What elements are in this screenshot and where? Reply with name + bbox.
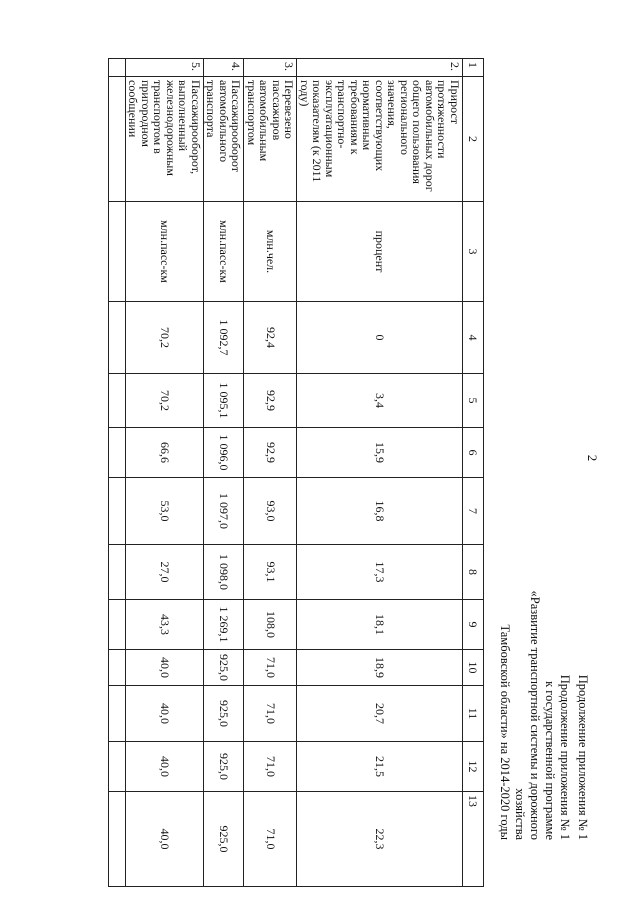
- col-number: 13: [463, 792, 484, 887]
- value-cell: 1 269,1: [204, 600, 245, 650]
- col-number: 5: [463, 374, 484, 428]
- value-cell: 18,1: [297, 600, 463, 650]
- unit-cell: млн.пасс-км: [126, 202, 204, 302]
- row-number: 3.: [244, 59, 297, 77]
- value-cell: 43,3: [126, 600, 204, 650]
- empty-row: [109, 59, 126, 887]
- value-cell: 53,0: [126, 478, 204, 545]
- value-cell: 108,0: [244, 600, 297, 650]
- header-line-1: Продолжение приложения № 1: [576, 674, 590, 840]
- value-cell: 17,3: [297, 545, 463, 600]
- value-cell: 27,0: [126, 545, 204, 600]
- row-number: 2.: [297, 59, 463, 77]
- indicator-name: Пассажирооборот автомобильного транспорта: [204, 77, 245, 202]
- col-number: 7: [463, 478, 484, 545]
- col-number: 6: [463, 428, 484, 478]
- unit-cell: млн.пасс-км: [204, 202, 245, 302]
- value-cell: 70,2: [126, 302, 204, 374]
- value-cell: 40,0: [126, 686, 204, 742]
- value-cell: 15,9: [297, 428, 463, 478]
- table-row: [297, 59, 463, 887]
- value-cell: 1 095,1: [204, 374, 245, 428]
- value-cell: 71,0: [244, 650, 297, 686]
- value-cell: 925,0: [204, 742, 245, 792]
- unit-cell: млн.чел.: [244, 202, 297, 302]
- value-cell: 93,0: [244, 478, 297, 545]
- col-number: 4: [463, 302, 484, 374]
- value-cell: 3,4: [297, 374, 463, 428]
- header-line-5: Тамбовской области» на 2014-2020 годы: [498, 624, 512, 840]
- col-number: 1: [463, 59, 484, 77]
- page-number: 2: [585, 454, 600, 462]
- value-cell: 22,3: [297, 792, 463, 887]
- indicators-table: [108, 58, 484, 887]
- value-cell: 92,9: [244, 374, 297, 428]
- value-cell: 70,2: [126, 374, 204, 428]
- header-line-2: Продолжение приложения № 1: [558, 674, 572, 840]
- table-row: [126, 59, 204, 887]
- indicator-name: Пассажирооборот, выполненный железнодорожным транспортом в пригородном сообщении: [126, 77, 204, 202]
- value-cell: 71,0: [244, 686, 297, 742]
- row-number: 5.: [126, 59, 204, 77]
- col-number: 9: [463, 600, 484, 650]
- value-cell: 925,0: [204, 792, 245, 887]
- header-line-3: к государственной программе: [543, 681, 557, 840]
- value-cell: 1 096,0: [204, 428, 245, 478]
- value-cell: 92,9: [244, 428, 297, 478]
- value-cell: 18,9: [297, 650, 463, 686]
- value-cell: 16,8: [297, 478, 463, 545]
- value-cell: 1 098,0: [204, 545, 245, 600]
- value-cell: 66,6: [126, 428, 204, 478]
- value-cell: 93,1: [244, 545, 297, 600]
- value-cell: 71,0: [244, 742, 297, 792]
- col-number: 3: [463, 202, 484, 302]
- value-cell: 40,0: [126, 742, 204, 792]
- value-cell: 71,0: [244, 792, 297, 887]
- value-cell: 40,0: [126, 792, 204, 887]
- table-row: [244, 59, 297, 887]
- value-cell: 1 092,7: [204, 302, 245, 374]
- value-cell: 925,0: [204, 650, 245, 686]
- value-cell: 40,0: [126, 650, 204, 686]
- value-cell: 20,7: [297, 686, 463, 742]
- column-number-row: [463, 59, 484, 887]
- col-number: 11: [463, 686, 484, 742]
- appendix-header: [497, 540, 590, 840]
- value-cell: 21,5: [297, 742, 463, 792]
- row-number: 4.: [204, 59, 245, 77]
- col-number: 12: [463, 742, 484, 792]
- value-cell: 1 097,0: [204, 478, 245, 545]
- table-row: [204, 59, 245, 887]
- indicator-name: Прирост протяженности автомобильных дорог общего пользования регионального значения, соответствующих нормативным требованиям к транспортно-эксплуатационным показателям (к 2011 году): [297, 77, 463, 202]
- col-number: 8: [463, 545, 484, 600]
- unit-cell: процент: [297, 202, 463, 302]
- value-cell: 0: [297, 302, 463, 374]
- value-cell: 92,4: [244, 302, 297, 374]
- indicator-name: Перевезено пассажиров автомобильным транспортом: [244, 77, 297, 202]
- col-number: 10: [463, 650, 484, 686]
- value-cell: 925,0: [204, 686, 245, 742]
- col-number: 2: [463, 77, 484, 202]
- header-line-4: «Развитие транспортной системы и дорожного хозяйства: [513, 590, 542, 840]
